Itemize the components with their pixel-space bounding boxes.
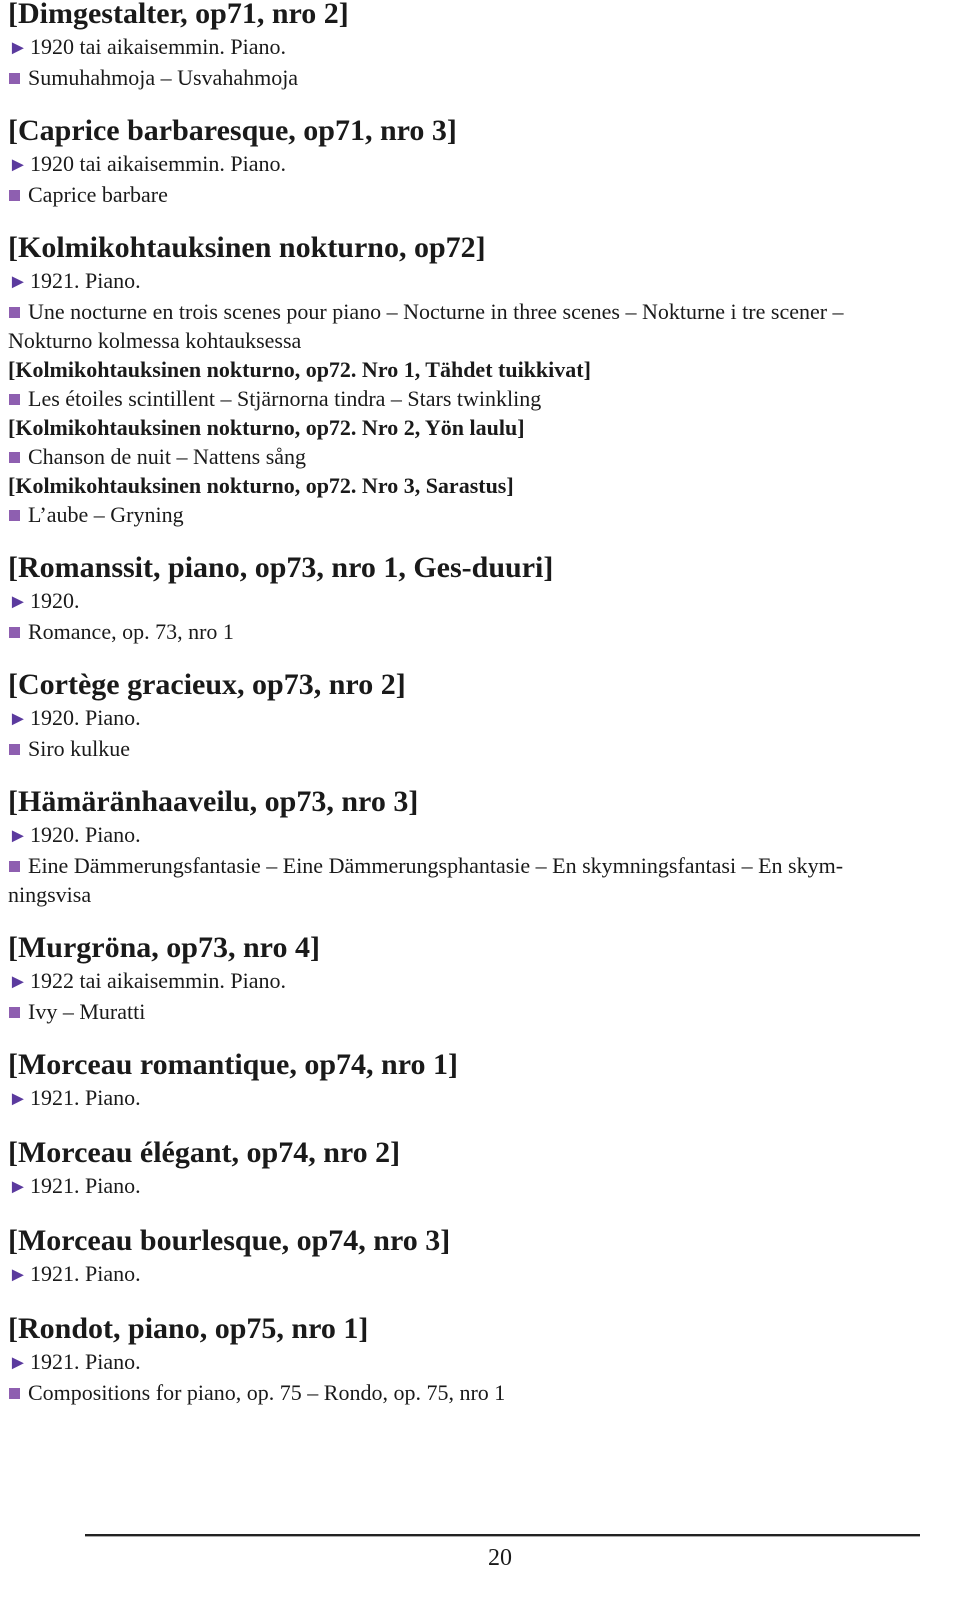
entry: [8, 1047, 943, 1114]
entry-info-text: 1922 tai aikaisemmin. Piano.: [30, 968, 287, 993]
square-bullet-icon: [9, 190, 20, 201]
entry: [8, 784, 943, 909]
entry-alt-text: Sumuhahmoja – Usvahahmoja: [28, 65, 299, 90]
triangle-bullet-icon: ►: [8, 1176, 28, 1198]
entry: [8, 113, 943, 209]
entry-info-text: 1921. Piano.: [30, 1261, 141, 1286]
sub-entry-alt-titles: [8, 384, 943, 413]
entry-info: [8, 820, 943, 851]
entry-info-text: 1921. Piano.: [30, 268, 141, 293]
footer-divider: [85, 1534, 920, 1536]
entry-info-text: 1920 tai aikaisemmin. Piano.: [30, 151, 287, 176]
entry: [8, 667, 943, 763]
entry-title: [Morceau bourlesque, op74, nro 3]: [8, 1224, 451, 1257]
entry-info: [8, 586, 943, 617]
triangle-bullet-icon: ►: [8, 271, 28, 293]
entry-info: [8, 1259, 943, 1290]
square-bullet-icon: [9, 627, 20, 638]
square-bullet-icon: [9, 307, 20, 318]
sub-entry-alt-text: Chanson de nuit – Nattens sång: [28, 444, 307, 469]
entry-info-text: 1921. Piano.: [30, 1349, 141, 1374]
entry: [8, 550, 943, 646]
sub-entry-title: [Kolmikohtauksinen nokturno, op72. Nro 2, Yön laulu]: [8, 415, 525, 440]
entry: [8, 1135, 943, 1202]
triangle-bullet-icon: ►: [8, 1264, 28, 1286]
square-bullet-icon: [9, 73, 20, 84]
square-bullet-icon: [9, 744, 20, 755]
entry-info-text: 1920. Piano.: [30, 705, 141, 730]
entry-alt-titles: [8, 617, 943, 646]
square-bullet-icon: [9, 394, 20, 405]
entry-info-text: 1921. Piano.: [30, 1085, 141, 1110]
sub-entry-alt-text: Les étoiles scintillent – Stjärnorna tindra – Stars twinkling: [28, 386, 542, 411]
triangle-bullet-icon: ►: [8, 37, 28, 59]
entry-title: [Rondot, piano, op75, nro 1]: [8, 1312, 369, 1345]
entry-info: [8, 1347, 943, 1378]
entry-alt-text: Une nocturne en trois scenes pour piano – Nocturne in three scenes – Nokturne i tre scener –: [28, 299, 844, 324]
sub-entry-title: [Kolmikohtauksinen nokturno, op72. Nro 3, Sarastus]: [8, 473, 514, 498]
entry-title: [Caprice barbaresque, op71, nro 3]: [8, 114, 457, 147]
entry-info: [8, 32, 943, 63]
entry: [8, 1223, 943, 1290]
entry-info: [8, 1083, 943, 1114]
entry-info-text: 1921. Piano.: [30, 1173, 141, 1198]
entry-alt-titles: [8, 297, 943, 326]
triangle-bullet-icon: ►: [8, 591, 28, 613]
entry: [8, 0, 943, 92]
entry-alt-text: Ivy – Muratti: [28, 999, 146, 1024]
entry-title: [Kolmikohtauksinen nokturno, op72]: [8, 231, 486, 264]
entry-info-text: 1920.: [30, 588, 80, 613]
entry-alt-titles: [8, 1378, 943, 1407]
entry-alt-text: Compositions for piano, op. 75 – Rondo, op. 75, nro 1: [28, 1380, 506, 1405]
entry-info: [8, 1171, 943, 1202]
triangle-bullet-icon: ►: [8, 708, 28, 730]
entry-alt-continuation: ningsvisa: [8, 882, 92, 907]
entry-title: [Morceau élégant, op74, nro 2]: [8, 1136, 401, 1169]
entry-alt-titles: [8, 851, 943, 880]
triangle-bullet-icon: ►: [8, 825, 28, 847]
entry-alt-text: Caprice barbare: [28, 182, 168, 207]
sub-entry-alt-titles: [8, 500, 943, 529]
entry-alt-titles: [8, 734, 943, 763]
triangle-bullet-icon: ►: [8, 1088, 28, 1110]
square-bullet-icon: [9, 510, 20, 521]
entry-info-text: 1920. Piano.: [30, 822, 141, 847]
entry-title: [Murgröna, op73, nro 4]: [8, 931, 320, 964]
entry-info: [8, 966, 943, 997]
entry-info: [8, 149, 943, 180]
triangle-bullet-icon: ►: [8, 1352, 28, 1374]
square-bullet-icon: [9, 1388, 20, 1399]
entry-title: [Cortège gracieux, op73, nro 2]: [8, 668, 406, 701]
sub-entry-title: [Kolmikohtauksinen nokturno, op72. Nro 1, Tähdet tuikkivat]: [8, 357, 591, 382]
entry-alt-text: Romance, op. 73, nro 1: [28, 619, 234, 644]
entry-title: [Morceau romantique, op74, nro 1]: [8, 1048, 458, 1081]
entry: [8, 1311, 943, 1407]
entry-alt-text: Siro kulkue: [28, 736, 131, 761]
entry-info: [8, 266, 943, 297]
entry-alt-titles: [8, 997, 943, 1026]
square-bullet-icon: [9, 861, 20, 872]
sub-entry-alt-text: L’aube – Gryning: [28, 502, 184, 527]
entry-alt-titles: [8, 63, 943, 92]
entry: [8, 230, 943, 529]
entry-alt-text: Eine Dämmerungsfantasie – Eine Dämmerungsphantasie – En skymningsfantasi – En skym-: [28, 853, 844, 878]
triangle-bullet-icon: ►: [8, 971, 28, 993]
entry-info: [8, 703, 943, 734]
entry: [8, 930, 943, 1026]
entry-alt-titles: [8, 180, 943, 209]
page-number: 20: [488, 1545, 512, 1571]
triangle-bullet-icon: ►: [8, 154, 28, 176]
entry-info-text: 1920 tai aikaisemmin. Piano.: [30, 34, 287, 59]
square-bullet-icon: [9, 1007, 20, 1018]
sub-entry-alt-titles: [8, 442, 943, 471]
square-bullet-icon: [9, 452, 20, 463]
entry-title: [Hämäränhaaveilu, op73, nro 3]: [8, 785, 419, 818]
entry-title: [Dimgestalter, op71, nro 2]: [8, 0, 349, 30]
document-body: [8, 0, 943, 1428]
entry-alt-continuation: Nokturno kolmessa kohtauksessa: [8, 328, 302, 353]
entry-title: [Romanssit, piano, op73, nro 1, Ges-duuri]: [8, 551, 554, 584]
